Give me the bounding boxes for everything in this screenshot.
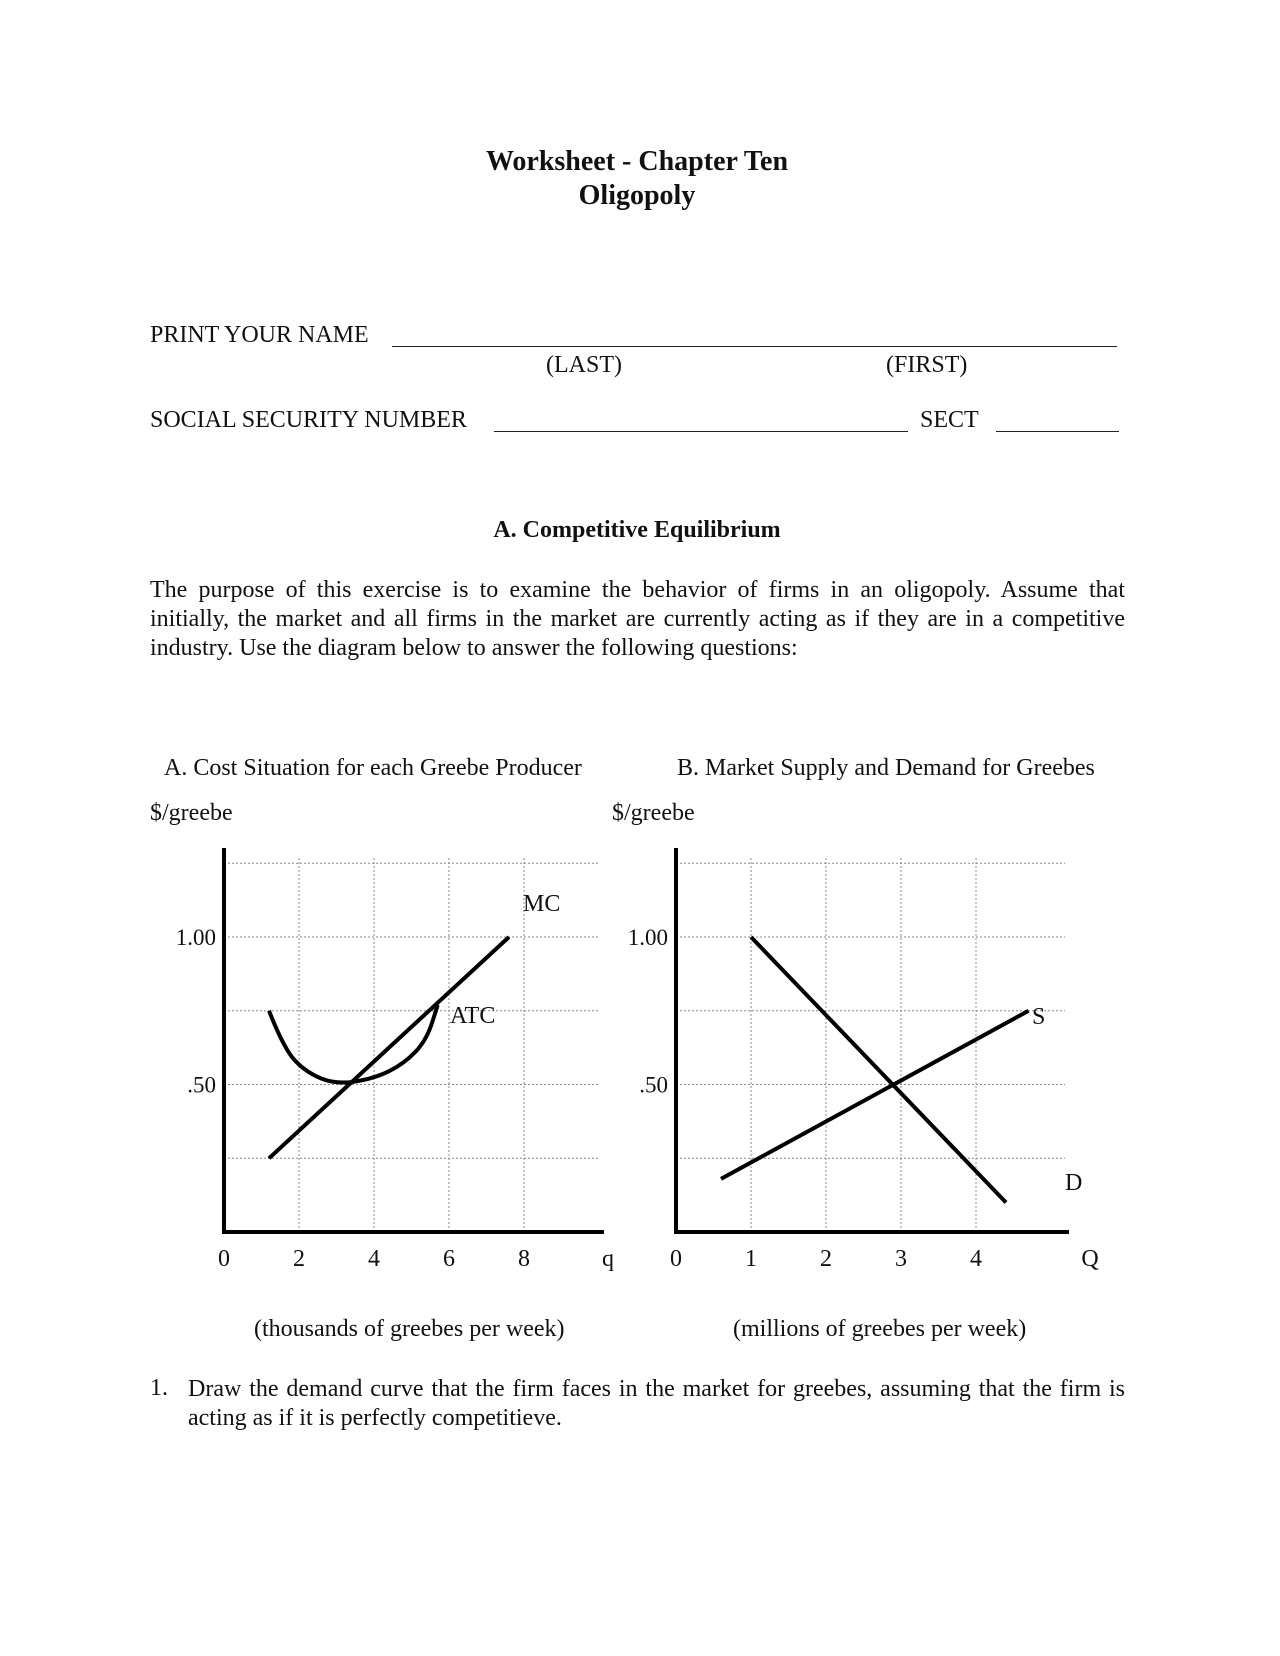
question-1-text: Draw the demand curve that the firm faces in the market for greebes, assuming that the firm is acting as if it is perfectly competitieve.	[188, 1376, 1125, 1431]
y-tick-label: .50	[187, 1072, 216, 1098]
page-subtitle: Oligopoly	[578, 180, 696, 211]
series-atc-line	[269, 1005, 438, 1083]
section-heading: A. Competitive Equilibrium	[493, 517, 781, 543]
x-tick-label: 2	[820, 1246, 832, 1272]
chart-b-market-supply-demand	[612, 800, 1099, 1272]
x-tick-label: 6	[443, 1246, 455, 1272]
charts-figure	[0, 790, 1280, 1350]
y-tick-label: .50	[639, 1072, 668, 1098]
name-label: PRINT YOUR NAME	[150, 322, 369, 348]
chart-a-cost-situation	[150, 800, 614, 1272]
sect-label: SECT	[920, 407, 979, 433]
chart-0-ylabel: $/greebe	[150, 800, 233, 826]
first-name-label: (FIRST)	[886, 352, 968, 378]
series-atc-label: ATC	[450, 1003, 496, 1029]
ssn-field[interactable]	[494, 431, 908, 432]
x-tick-label: 1	[745, 1246, 757, 1272]
sect-field[interactable]	[996, 431, 1119, 432]
x-axis-end-label: Q	[1081, 1246, 1099, 1272]
series-d-label: D	[1065, 1170, 1083, 1196]
series-s-line	[721, 1011, 1029, 1179]
chart-1-ylabel: $/greebe	[612, 800, 695, 826]
series-mc-label: MC	[523, 891, 561, 917]
y-tick-label: 1.00	[627, 925, 668, 950]
x-tick-label: 2	[293, 1246, 305, 1272]
x-tick-label: 0	[670, 1246, 682, 1272]
name-field[interactable]	[392, 346, 1117, 347]
series-mc-line	[269, 937, 509, 1158]
x-axis-end-label: q	[602, 1246, 614, 1272]
last-name-label: (LAST)	[546, 352, 622, 378]
x-tick-label: 4	[368, 1246, 380, 1272]
chart-a-title: A. Cost Situation for each Greebe Producer	[164, 755, 582, 781]
y-tick-label: 1.00	[175, 925, 216, 950]
intro-paragraph: The purpose of this exercise is to examine the behavior of firms in an oligopoly. Assume that initially, the market and all firms in the market are currently acting as if they are in a competitive industry. Use the diagram below to answer the following questions:	[150, 577, 1125, 661]
chart-b-xlabel: (millions of greebes per week)	[733, 1316, 1027, 1342]
series-s-label: S	[1032, 1004, 1046, 1030]
x-tick-label: 4	[970, 1246, 982, 1272]
page-title: Worksheet - Chapter Ten	[485, 146, 789, 177]
chart-b-title: B. Market Supply and Demand for Greebes	[677, 755, 1095, 781]
x-tick-label: 3	[895, 1246, 907, 1272]
series-d-line	[751, 937, 1006, 1203]
x-tick-label: 0	[218, 1246, 230, 1272]
question-1-number: 1.	[150, 1375, 168, 1401]
ssn-label: SOCIAL SECURITY NUMBER	[150, 407, 467, 433]
x-tick-label: 8	[518, 1246, 530, 1272]
chart-a-xlabel: (thousands of greebes per week)	[254, 1316, 565, 1342]
